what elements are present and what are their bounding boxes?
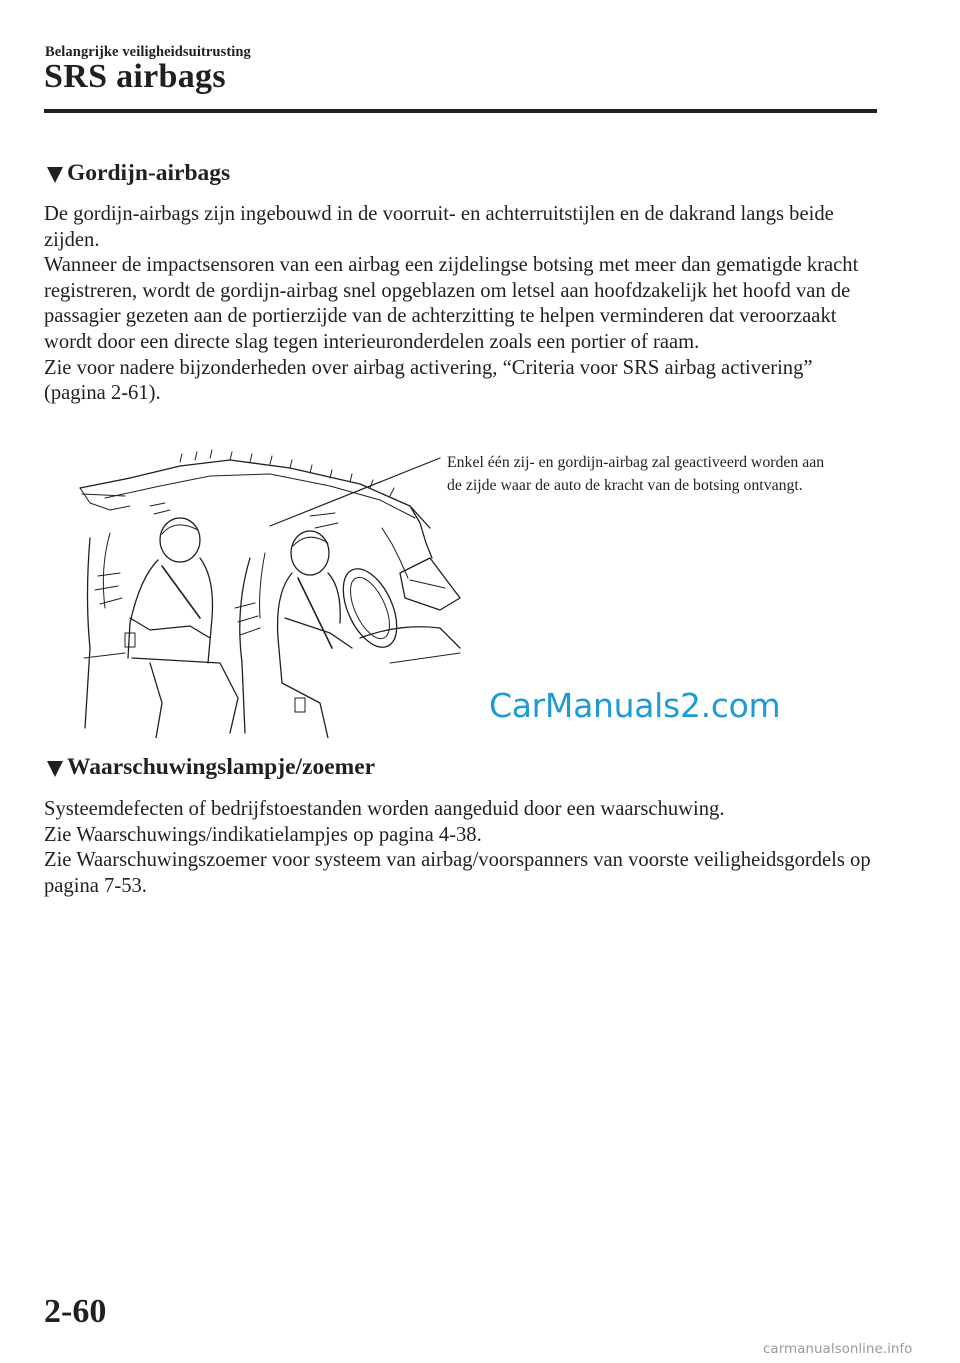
- paragraph: Wanneer de impactsensoren van een airbag een zijdelingse botsing met meer dan gematigde kracht registreren, wordt de gordijn-airbag snel opgeblazen om letsel aan hoofdzakelijk het hoofd van de passagier gezeten aan de portierzijde van de achterzitting te helpen verminderen dat veroorzaakt wordt door een directe slag tegen interieuronderdelen zoals een portier of raam.: [44, 254, 859, 353]
- triangle-bullet-icon: [47, 167, 63, 183]
- triangle-bullet-icon: [47, 761, 63, 777]
- footer-site-watermark: carmanualsonline.info: [763, 1341, 913, 1357]
- paragraph: Zie Waarschuwingszoemer voor systeem van airbag/voorspanners van voorste veiligheidsgordels op pagina 7-53.: [44, 849, 871, 897]
- subheading-text: Waarschuwingslampje/zoemer: [67, 754, 376, 780]
- paragraph: De gordijn-airbags zijn ingebouwd in de voorruit- en achterruitstijlen en de dakrand langs beide zijden.: [44, 203, 834, 251]
- paragraph: Systeemdefecten of bedrijfstoestanden worden aangeduid door een waarschuwing.: [44, 798, 725, 820]
- title-divider: [44, 109, 877, 113]
- page-title: SRS airbags: [44, 58, 226, 95]
- paragraph: Zie Waarschuwings/indikatielampjes op pagina 4-38.: [44, 823, 482, 846]
- page-number: 2-60: [44, 1293, 107, 1330]
- figure-callout: Enkel één zij- en gordijn-airbag zal geactiveerd worden aan de zijde waar de auto de kracht van de botsing ontvangt.: [447, 454, 825, 494]
- subheading-waarschuwingslampje: [47, 754, 375, 781]
- subheading-gordijn-airbags: [47, 160, 230, 187]
- paragraph: Zie voor nadere bijzonderheden over airbag activering, “Criteria voor SRS airbag activering” (pagina 2-61).: [44, 356, 813, 405]
- section1-body: [44, 202, 874, 407]
- section-label: Belangrijke veiligheidsuitrusting: [45, 44, 251, 60]
- watermark-text: CarManuals2.com: [489, 686, 781, 725]
- subheading-text: Gordijn-airbags: [67, 160, 231, 186]
- section2-body: [44, 797, 874, 899]
